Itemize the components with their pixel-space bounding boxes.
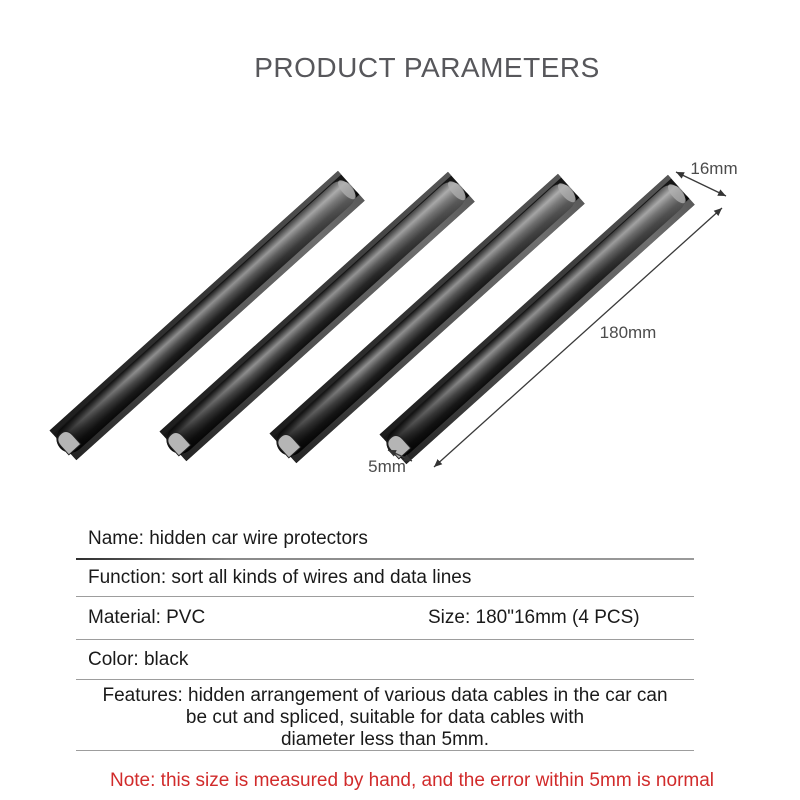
parameters-table — [76, 520, 694, 751]
channel-dimension-label: 5mm — [368, 457, 406, 476]
features-line-2: be cut and spliced, suitable for data cables with — [185, 707, 585, 728]
color-value: Color: black — [88, 648, 189, 670]
table-row-color — [76, 640, 694, 679]
size-value: Size: 180"16mm (4 PCS) — [428, 607, 640, 628]
material-value: Material: PVC — [88, 607, 206, 628]
width-dimension-label: 16mm — [690, 159, 738, 178]
product-diagram — [0, 120, 800, 490]
table-row-features — [76, 680, 694, 750]
features-line-3: diameter less than 5mm. — [280, 729, 490, 750]
name-value: Name: hidden car wire protectors — [88, 528, 368, 549]
measurement-note: Note: this size is measured by hand, and the error within 5mm is normal — [109, 770, 715, 791]
page-title: PRODUCT PARAMETERS — [254, 52, 600, 83]
length-dimension-label: 180mm — [599, 323, 657, 342]
table-row-function — [76, 560, 694, 596]
features-line-1: Features: hidden arrangement of various data cables in the car can — [102, 685, 668, 706]
table-row-name — [76, 520, 694, 558]
function-value: Function: sort all kinds of wires and data lines — [88, 567, 472, 588]
table-row-material-size — [76, 597, 694, 639]
